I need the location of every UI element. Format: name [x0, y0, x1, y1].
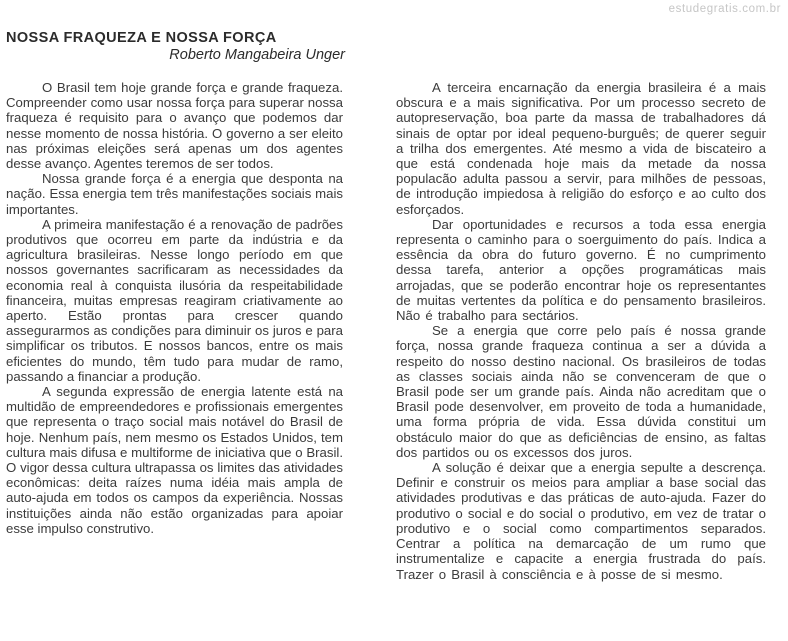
paragraph: A segunda expressão de energia latente está na multidão de empreendedores e profissionais emergentes que representa o traço social mais notável do Brasil de hoje. Nenhum país, nem mesmo os Estados Unidos, tem cultura mais difusa e multiforme de iniciativa que o Brasil. O vigor dessa cultura ultrapassa os limites das atividades econômicas: deita raízes numa idéia mais ampla de auto-ajuda em todos os campos da experiência. Nossas instituições ainda não estão organizadas para apoiar esse impulso construtivo.: [6, 384, 343, 536]
paragraph: Se a energia que corre pelo país é nossa grande força, nossa grande fraqueza continua a ser a dúvida a respeito do nosso destino nacional. Os brasileiros de todas as classes sociais ainda não se convenceram de que o Brasil pode ser um grande país. Ainda não acreditam que o Brasil pode desenvolver, em proveito de toda a humanidade, uma forma própria de vida. Essa dúvida constitui um obstáculo maior do que as deficiências de ensino, as faltas dos partidos ou os excessos dos juros.: [396, 323, 766, 460]
text-column-right: [396, 80, 766, 582]
article-title: NOSSA FRAQUEZA E NOSSA FORÇA: [6, 30, 277, 46]
paragraph: O Brasil tem hoje grande força e grande fraqueza. Compreender como usar nossa força para superar nossa fraqueza é requisito para o avanço que podemos dar nesse momento de nossa história. O governo a ser eleito nas próximas eleições será apenas um dos agentes desse avanço. Agentes teremos de ser todos.: [6, 80, 343, 172]
paragraph: A primeira manifestação é a renovação de padrões produtivos que ocorreu em parte da indústria e da agricultura brasileiras. Nesse longo período em que nossos governantes sacrificaram as necessidades da economia real à conquista ilusória da respeitabilidade financeira, muitas empresas reagiram criativamente ao aperto. Estão prontas para crescer quando assegurarmos as condições para diminuir os juros e para simplificar os tributos. E nossos bancos, entre os mais eficientes do mundo, têm tudo para mudar de ramo, passando a financiar a produção.: [6, 216, 343, 384]
article-author: Roberto Mangabeira Unger: [169, 47, 345, 63]
watermark-text: estudegratis.com.br: [668, 3, 781, 15]
paragraph: A terceira encarnação da energia brasileira é a mais obscura e a mais significativa. Por um processo secreto de autopreservação, boa parte da massa de trabalhadores dá sinais de optar por ideal pequeno-burguês; de querer seguir a trilha dos emergentes. Até mesmo a vida de biscateiro a que está condenada hoje mais da metade da nossa populacão adulta passou a servir, para milhões de pessoas, de introdução impiedosa à religião do esforço e ao culto dos esforçados.: [396, 80, 766, 217]
text-column-left: [6, 80, 343, 536]
paragraph: Nossa grande força é a energia que desponta na nação. Essa energia tem três manifestações sociais mais importantes.: [6, 171, 343, 217]
paragraph: Dar oportunidades e recursos a toda essa energia representa o caminho para o soerguimento do país. Indica a essência da obra do futuro governo. É no cumprimento dessa tarefa, anterior a opções programáticas mais arrojadas, que se poderão encontrar hoje os representantes de muitas vertentes da política e do pensamento brasileiros. Não é trabalho para sectários.: [396, 216, 766, 324]
paragraph: A solução é deixar que a energia sepulte a descrença. Definir e construir os meios para ampliar a base social das atividades produtivas e das práticas de auto-ajuda. Fazer do produtivo o social e do social o produtivo, em vez de tratar o produtivo e o social como compartimentos separados. Centrar a política na demarcação de um rumo que instrumentalize e capacite a energia frustrada do país. Trazer o Brasil à consciência e à posse de si mesmo.: [396, 460, 766, 582]
